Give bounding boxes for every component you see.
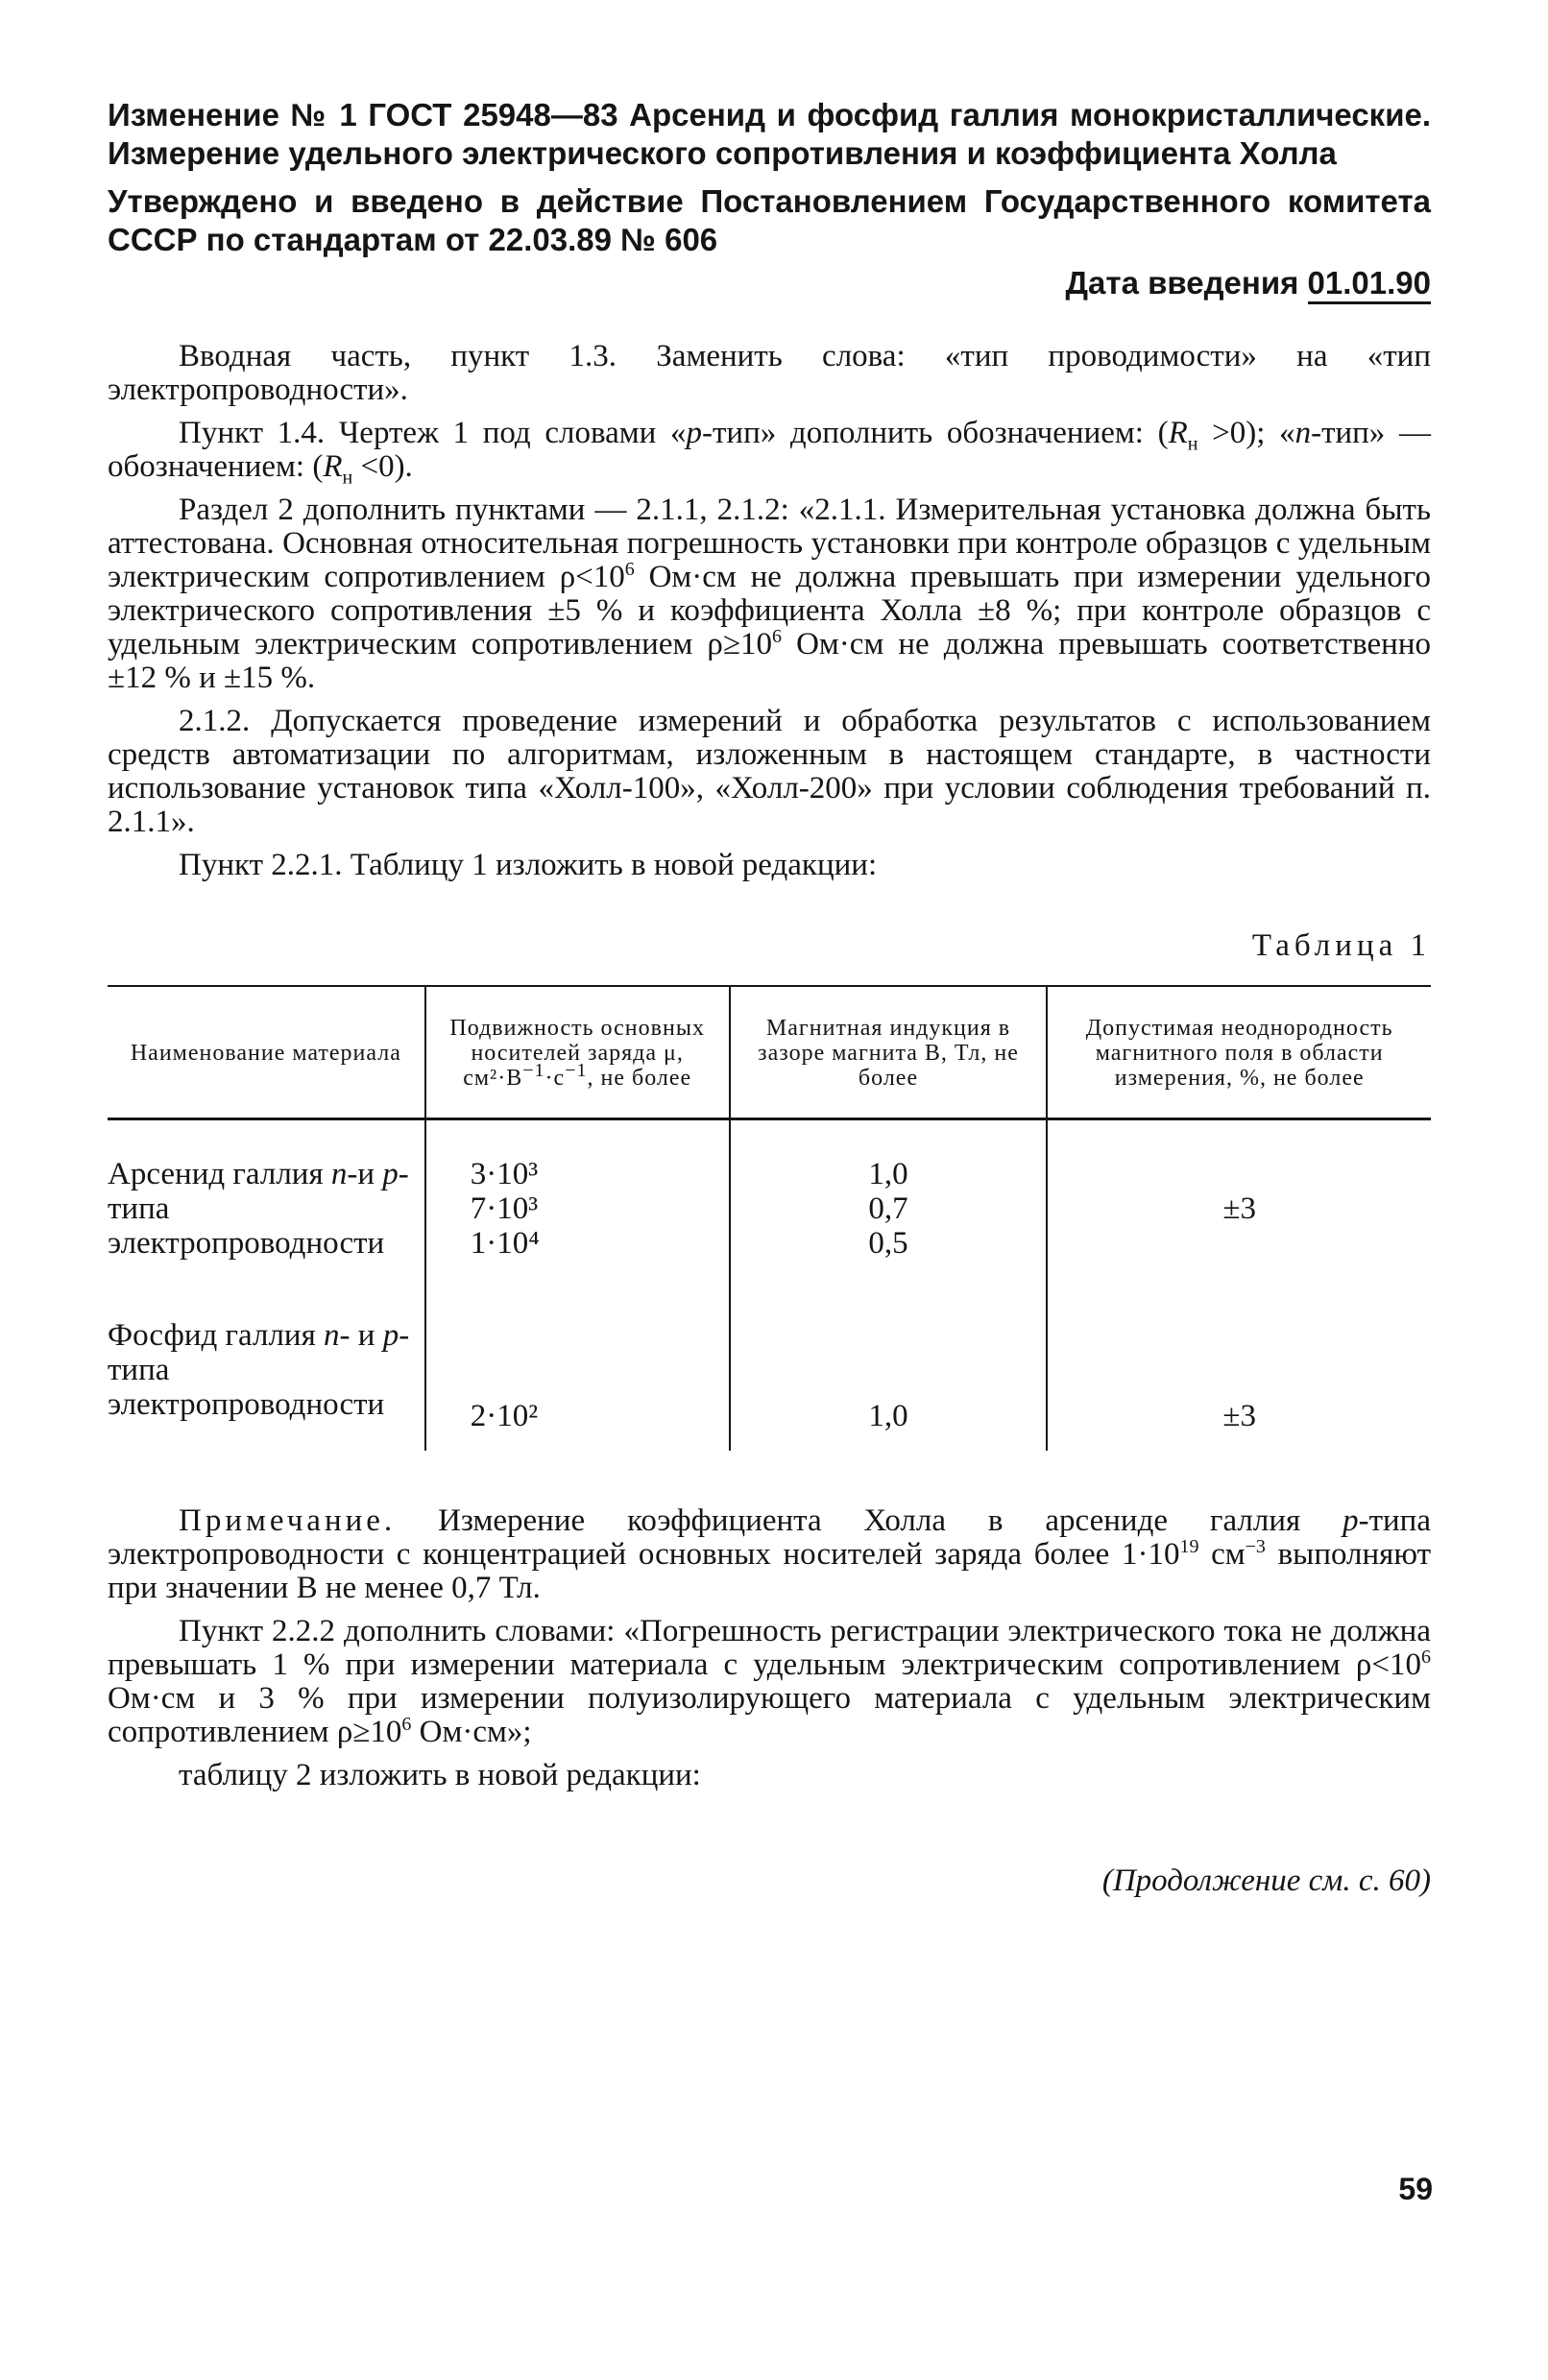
- document-title: Изменение № 1 ГОСТ 25948—83 Арсенид и фосфид галлия монокристаллические. Измерение удельного электрического сопротивления и коэффициента Холла: [108, 97, 1431, 171]
- mobility-value: 2·10²: [470, 1399, 539, 1433]
- text-fragment: Ом·см не должна превышать соответственно ±12 % и ±15 %.: [108, 627, 1431, 695]
- text-fragment: н: [1187, 433, 1198, 455]
- text-fragment: Арсенид галлия: [108, 1157, 331, 1191]
- page-number: 59: [1398, 2172, 1433, 2206]
- text-fragment: Пункт 2.2.2 дополнить словами: «Погрешность регистрации электрического тока не должна превышать 1 % при измерении материала с удельным электрическим сопротивлением ρ<10: [108, 1614, 1431, 1682]
- approval-statement: Утверждено и введено в действие Постановлением Государственного комитета СССР по стандартам от 22.03.89 № 606: [108, 183, 1431, 257]
- cell-field-tolerance: ±3: [1047, 1119, 1431, 1290]
- paragraph-table-2: таблицу 2 изложить в новой редакции:: [179, 1758, 701, 1792]
- text-fragment: −1: [522, 1060, 545, 1081]
- paragraph-item-2-2-2: [108, 1615, 1431, 1749]
- table-header-row: [108, 986, 1431, 1119]
- note-label: Примечание.: [179, 1503, 397, 1538]
- text-fragment: -тип» дополнить обозначением: (: [702, 416, 1169, 450]
- text-fragment: Ом·см не должна превышать при измерении удельного электрического сопротивления ±5 % и коэффициента Холла ±8 %; при контроле образцов с удельным электрическим сопротивлением ρ≥10: [108, 560, 1431, 661]
- cell-magnetic-induction: [730, 1289, 1048, 1451]
- text-fragment: R: [323, 449, 343, 484]
- magnetic-value: 0,5: [868, 1226, 908, 1261]
- effective-date: [108, 263, 1431, 303]
- text-fragment: <0).: [352, 449, 413, 484]
- mobility-value: 1·10⁴: [470, 1226, 540, 1261]
- text-fragment: >0); «: [1197, 416, 1295, 450]
- text-fragment: -типа электропроводности с концентрацией основных носителей заряда более 1·10: [108, 1503, 1431, 1572]
- text-fragment: , не более: [587, 1066, 692, 1091]
- table-row: [108, 1289, 1431, 1451]
- text-fragment: -и: [347, 1157, 383, 1191]
- effective-date-value: 01.01.90: [1308, 265, 1431, 304]
- cell-magnetic-induction: [730, 1119, 1048, 1290]
- text-fragment: п: [330, 1157, 348, 1191]
- header-field-tolerance: Допустимая неоднородность магнитного поля в области измерения, %, не более: [1047, 986, 1431, 1119]
- paragraph-section-2: [108, 493, 1431, 695]
- mobility-value: 3·10³: [470, 1157, 539, 1191]
- text-fragment: -типа электропроводности: [108, 1318, 410, 1422]
- paragraph-item-2-2-1: Пункт 2.2.1. Таблицу 1 изложить в новой редакции:: [179, 848, 878, 882]
- header-magnetic-induction: Магнитная индукция в зазоре магнита В, Тл, не более: [730, 986, 1048, 1119]
- text-fragment: 6: [772, 626, 783, 647]
- text-fragment: 6: [624, 559, 635, 580]
- magnetic-value: 0,7: [868, 1191, 908, 1226]
- text-fragment: н: [342, 467, 353, 489]
- cell-mobility: [425, 1289, 730, 1451]
- magnetic-value: 1,0: [868, 1399, 908, 1433]
- text-fragment: Фосфид галлия: [108, 1318, 325, 1353]
- text-fragment: р: [1342, 1503, 1359, 1538]
- text-fragment: п: [1294, 416, 1312, 450]
- magnetic-value: 1,0: [868, 1157, 908, 1191]
- header-material-name: Наименование материала: [108, 986, 425, 1119]
- text-fragment: р: [686, 416, 703, 450]
- text-fragment: выполняют при значении В не менее 0,7 Тл.: [108, 1537, 1431, 1605]
- text-fragment: ·с: [544, 1066, 566, 1091]
- table-title: Таблица 1: [1251, 928, 1431, 963]
- mobility-value: 7·10³: [470, 1191, 539, 1226]
- paragraph-2-1-2: 2.1.2. Допускается проведение измерений и обработка результатов с использованием средств автоматизации по алгоритмам, изложенным в настоящем стандарте, в частности использование установок типа «Холл-100», «Холл-200» при условии соблюдения требований п. 2.1.1».: [108, 704, 1431, 839]
- text-fragment: Подвижность основных носителей заряда μ, см²·В: [449, 1016, 705, 1091]
- text-fragment: −3: [1245, 1536, 1266, 1557]
- cell-material-name: [108, 1289, 425, 1451]
- text-fragment: р: [382, 1157, 399, 1191]
- effective-date-label: Дата введения: [1065, 265, 1299, 301]
- paragraph-item-1-4: [108, 416, 1431, 489]
- text-fragment: Измерение коэффициента Холла в арсениде галлия: [396, 1503, 1343, 1538]
- header-mobility: [425, 986, 730, 1119]
- text-fragment: Ом·см»;: [411, 1715, 532, 1749]
- text-fragment: Пункт 1.4. Чертеж 1 под словами «: [179, 416, 687, 450]
- text-fragment: Ом·см и 3 % при измерении полуизолирующего материала с удельным электрическим сопротивлением ρ≥10: [108, 1681, 1431, 1749]
- document-page: [108, 96, 1431, 1899]
- text-fragment: 19: [1179, 1536, 1199, 1557]
- document-body: [108, 340, 1431, 1899]
- cell-field-tolerance: ±3: [1047, 1289, 1431, 1451]
- paragraph-intro: Вводная часть, пункт 1.3. Заменить слова: «тип проводимости» на «тип электропроводности».: [108, 339, 1431, 407]
- text-fragment: п: [324, 1318, 340, 1353]
- text-fragment: -типа электропроводности: [108, 1157, 409, 1261]
- cell-material-name: [108, 1119, 425, 1290]
- cell-mobility: [425, 1119, 730, 1290]
- text-fragment: Раздел 2 дополнить пунктами — 2.1.1, 2.1.2: «2.1.1. Измерительная установка должна быть аттестована. Основная относительная погрешность установки при контроле образцов с удельным электрическим сопротивлением ρ<10: [108, 493, 1431, 594]
- table-row: [108, 1119, 1431, 1290]
- text-fragment: −1: [565, 1060, 588, 1081]
- text-fragment: - и: [339, 1318, 383, 1353]
- text-fragment: р: [382, 1318, 399, 1353]
- text-fragment: 6: [401, 1714, 412, 1735]
- text-fragment: -тип» — обозначением: (: [108, 416, 1431, 484]
- table-1: [108, 985, 1431, 1451]
- text-fragment: см: [1198, 1537, 1246, 1572]
- text-fragment: 6: [1421, 1647, 1431, 1668]
- table-note: [108, 1504, 1431, 1605]
- continuation-note: (Продолжение см. с. 60): [1101, 1863, 1431, 1898]
- text-fragment: R: [1168, 416, 1188, 450]
